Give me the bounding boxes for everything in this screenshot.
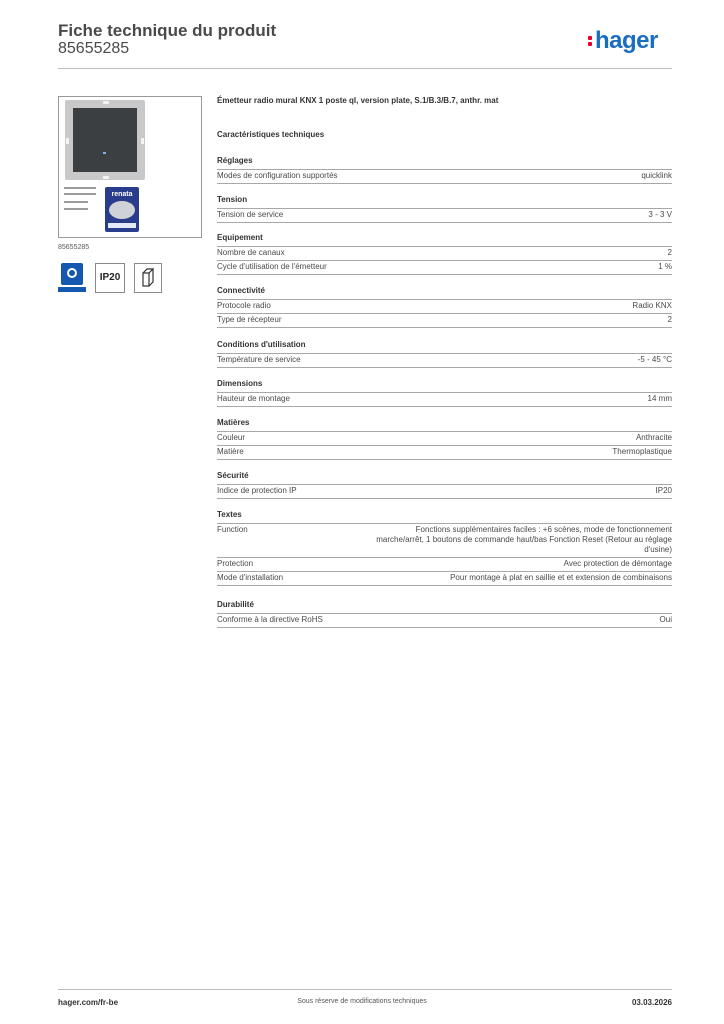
page-title: Fiche technique du produit — [58, 21, 277, 40]
spec-label: Matière — [217, 447, 244, 456]
spec-row — [217, 614, 672, 628]
spec-label: Protection — [217, 559, 254, 568]
switch-frame — [65, 100, 145, 180]
screw-icon — [64, 201, 88, 203]
spec-section — [217, 509, 672, 586]
spec-value: Radio KNX — [632, 301, 672, 310]
specs-heading: Caractéristiques techniques — [217, 130, 325, 139]
spec-row — [217, 300, 672, 314]
spec-row — [217, 170, 672, 184]
spec-section — [217, 378, 672, 407]
spec-section-title: Matières — [217, 417, 672, 432]
spec-value: Oui — [659, 615, 672, 624]
spec-section — [217, 194, 672, 223]
spec-value: Fonctions supplémentaires faciles : +6 scènes, mode de fonctionnement marche/arrêt, 1 boutons de commande haut/bas Fonction Reset (Retour au réglage d'usine) — [376, 525, 672, 554]
spec-value: 14 mm — [647, 394, 672, 403]
spec-row — [217, 446, 672, 460]
spec-section-title: Sécurité — [217, 470, 672, 485]
spec-row — [217, 524, 672, 558]
spec-section — [217, 285, 672, 328]
screw-icon — [64, 208, 88, 210]
product-image — [58, 96, 202, 238]
spec-label: Protocole radio — [217, 301, 271, 310]
spec-value: Pour montage à plat en saillie et et extension de combinaisons — [450, 573, 672, 582]
spec-section-title: Conditions d'utilisation — [217, 339, 672, 354]
spec-value: Avec protection de démontage — [563, 559, 672, 568]
spec-row — [217, 261, 672, 275]
spec-label: Indice de protection IP — [217, 486, 297, 495]
spec-section-title: Tension — [217, 194, 672, 209]
spec-row — [217, 314, 672, 328]
spec-row — [217, 247, 672, 261]
spec-section — [217, 232, 672, 275]
spec-row — [217, 393, 672, 407]
screw-icon — [64, 187, 96, 189]
footer-divider — [58, 989, 672, 990]
battery-brand: renata — [111, 191, 133, 198]
spec-label: Modes de configuration supportés — [217, 171, 338, 180]
spec-value: 2 — [667, 248, 672, 257]
spec-value: 2 — [667, 315, 672, 324]
spec-row — [217, 432, 672, 446]
spec-section-title: Textes — [217, 509, 672, 524]
battery-pack-image — [105, 187, 139, 232]
spec-value: Thermoplastique — [612, 447, 672, 456]
spec-section — [217, 417, 672, 460]
spec-label: Nombre de canaux — [217, 248, 285, 257]
spec-value: IP20 — [655, 486, 672, 495]
spec-value: 1 % — [658, 262, 672, 271]
spec-label: Hauteur de montage — [217, 394, 290, 403]
footer-note: Sous réserve de modifications techniques — [297, 998, 427, 1005]
spec-section-title: Réglages — [217, 155, 672, 170]
image-caption: 85655285 — [58, 244, 90, 251]
spec-label: Conforme à la directive RoHS — [217, 615, 323, 624]
logo-dots-icon — [588, 36, 593, 48]
spec-section — [217, 470, 672, 499]
coin-cell-icon — [109, 201, 135, 219]
spec-section-title: Dimensions — [217, 378, 672, 393]
spec-section — [217, 339, 672, 368]
spec-label: Function — [217, 525, 248, 534]
spec-section-title: Connectivité — [217, 285, 672, 300]
footer-date: 03.03.2026 — [631, 998, 672, 1007]
spec-value: quicklink — [641, 171, 672, 180]
transmitter-device — [73, 108, 137, 172]
spec-row — [217, 572, 672, 586]
hager-logo — [588, 27, 658, 55]
spec-value: -5 - 45 °C — [637, 355, 672, 364]
spec-label: Type de récepteur — [217, 315, 282, 324]
spec-label: Tension de service — [217, 210, 284, 219]
product-description: Émetteur radio mural KNX 1 poste ql, version plate, S.1/B.3/B.7, anthr. mat — [217, 96, 499, 105]
spec-value: Anthracite — [635, 433, 672, 442]
surface-mount-icon — [134, 263, 162, 293]
product-code: 85655285 — [58, 40, 130, 57]
header-divider — [58, 68, 672, 69]
spec-row — [217, 558, 672, 572]
spec-row — [217, 485, 672, 499]
quicklink-badge-icon — [58, 263, 86, 293]
led-indicator — [103, 152, 106, 154]
spec-row — [217, 209, 672, 223]
spec-label: Température de service — [217, 355, 301, 364]
spec-row — [217, 354, 672, 368]
screw-icon — [64, 193, 96, 195]
logo-text: hager — [595, 27, 658, 54]
spec-section-title: Equipement — [217, 232, 672, 247]
spec-section — [217, 599, 672, 628]
spec-label: Cycle d'utilisation de l'émetteur — [217, 262, 327, 271]
spec-section — [217, 155, 672, 184]
spec-label: Couleur — [217, 433, 246, 442]
spec-label: Mode d'installation — [217, 573, 284, 582]
spec-value: 3 - 3 V — [648, 210, 672, 219]
ip20-badge: IP20 — [95, 263, 125, 293]
spec-section-title: Durabilité — [217, 599, 672, 614]
footer-website: hager.com/fr-be — [58, 998, 119, 1007]
